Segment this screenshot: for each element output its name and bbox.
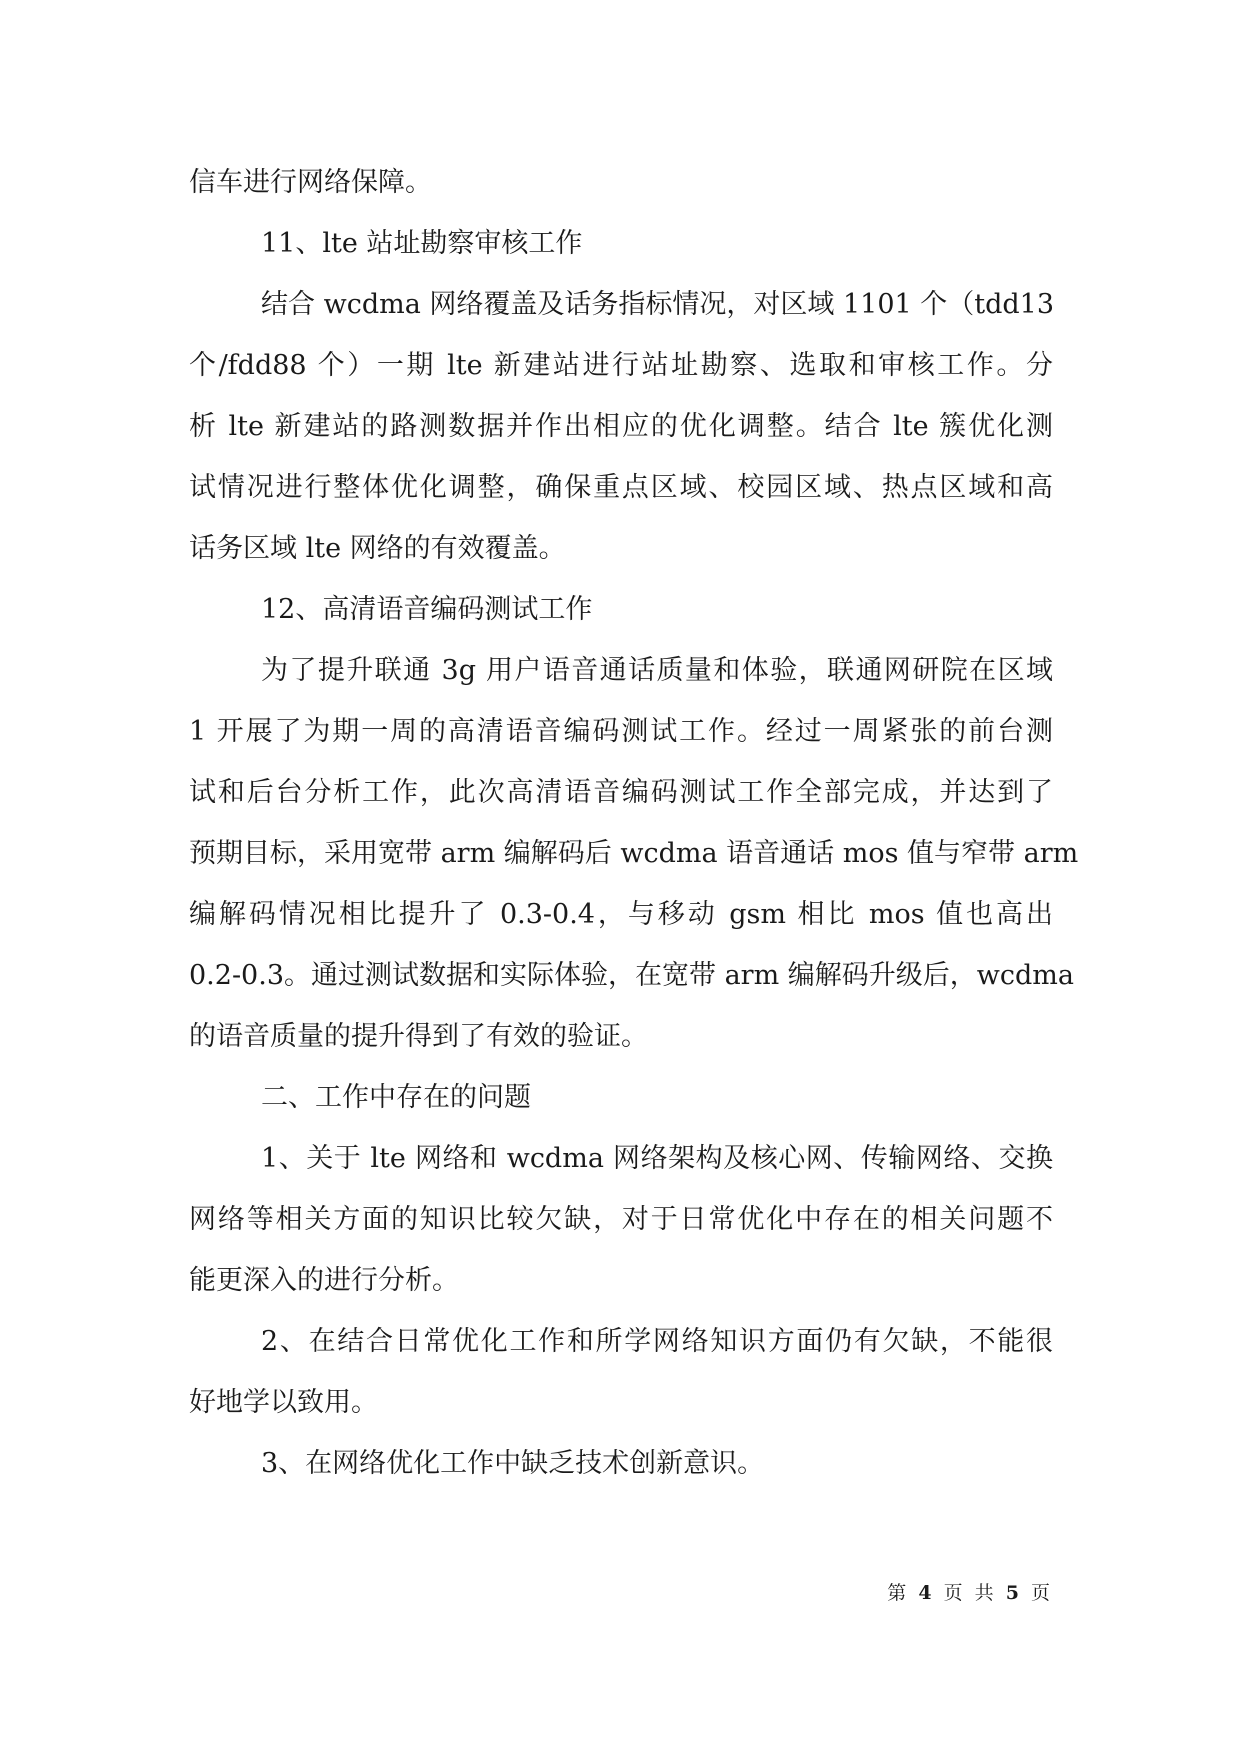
section-heading: 12、高清语音编码测试工作 (261, 594, 593, 625)
paragraph-line: 能更深入的进行分析。 (189, 1265, 459, 1296)
paragraph-line: 个/fdd88 个）一期 lte 新建站进行站址勘察、选取和审核工作。分 (189, 350, 1053, 381)
paragraph-line: 编解码情况相比提升了 0.3-0.4，与移动 gsm 相比 mos 值也高出 (189, 899, 1053, 930)
paragraph-line: 试情况进行整体优化调整，确保重点区域、校园区域、热点区域和高 (189, 472, 1053, 503)
document-body (189, 152, 1079, 1494)
paragraph-line: 预期目标，采用宽带 arm 编解码后 wcdma 语音通话 mos 值与窄带 arm (189, 838, 1079, 869)
footer-suffix: 页 (1030, 1582, 1053, 1604)
paragraph-line: 试和后台分析工作，此次高清语音编码测试工作全部完成，并达到了 (189, 777, 1053, 808)
footer-prefix: 第 (887, 1582, 910, 1604)
footer-middle: 页 共 (943, 1582, 997, 1604)
section-heading: 11、lte 站址勘察审核工作 (261, 228, 583, 259)
paragraph-line: 结合 wcdma 网络覆盖及话务指标情况，对区域 1101 个（tdd13 (261, 289, 1055, 320)
paragraph-line: 1、关于 lte 网络和 wcdma 网络架构及核心网、传输网络、交换 (261, 1143, 1053, 1174)
paragraph-line: 为了提升联通 3g 用户语音通话质量和体验，联通网研院在区域 (261, 655, 1053, 686)
paragraph-line: 1 开展了为期一周的高清语音编码测试工作。经过一周紧张的前台测 (189, 716, 1053, 747)
paragraph-line: 析 lte 新建站的路测数据并作出相应的优化调整。结合 lte 簇优化测 (189, 411, 1053, 442)
current-page-number: 4 (918, 1582, 935, 1604)
section-heading: 二、工作中存在的问题 (261, 1082, 531, 1113)
page-footer (887, 1578, 1053, 1605)
paragraph-line: 3、在网络优化工作中缺乏技术创新意识。 (261, 1448, 765, 1479)
paragraph-line: 信车进行网络保障。 (189, 167, 432, 198)
paragraph-line: 话务区域 lte 网络的有效覆盖。 (189, 533, 566, 564)
paragraph-line: 网络等相关方面的知识比较欠缺，对于日常优化中存在的相关问题不 (189, 1204, 1053, 1235)
total-pages-number: 5 (1005, 1582, 1022, 1604)
paragraph-line: 的语音质量的提升得到了有效的验证。 (189, 1021, 648, 1052)
paragraph-line: 0.2-0.3。通过测试数据和实际体验，在宽带 arm 编解码升级后，wcdma (189, 960, 1074, 991)
paragraph-line: 好地学以致用。 (189, 1387, 378, 1418)
paragraph-line: 2、在结合日常优化工作和所学网络知识方面仍有欠缺，不能很 (261, 1326, 1053, 1357)
